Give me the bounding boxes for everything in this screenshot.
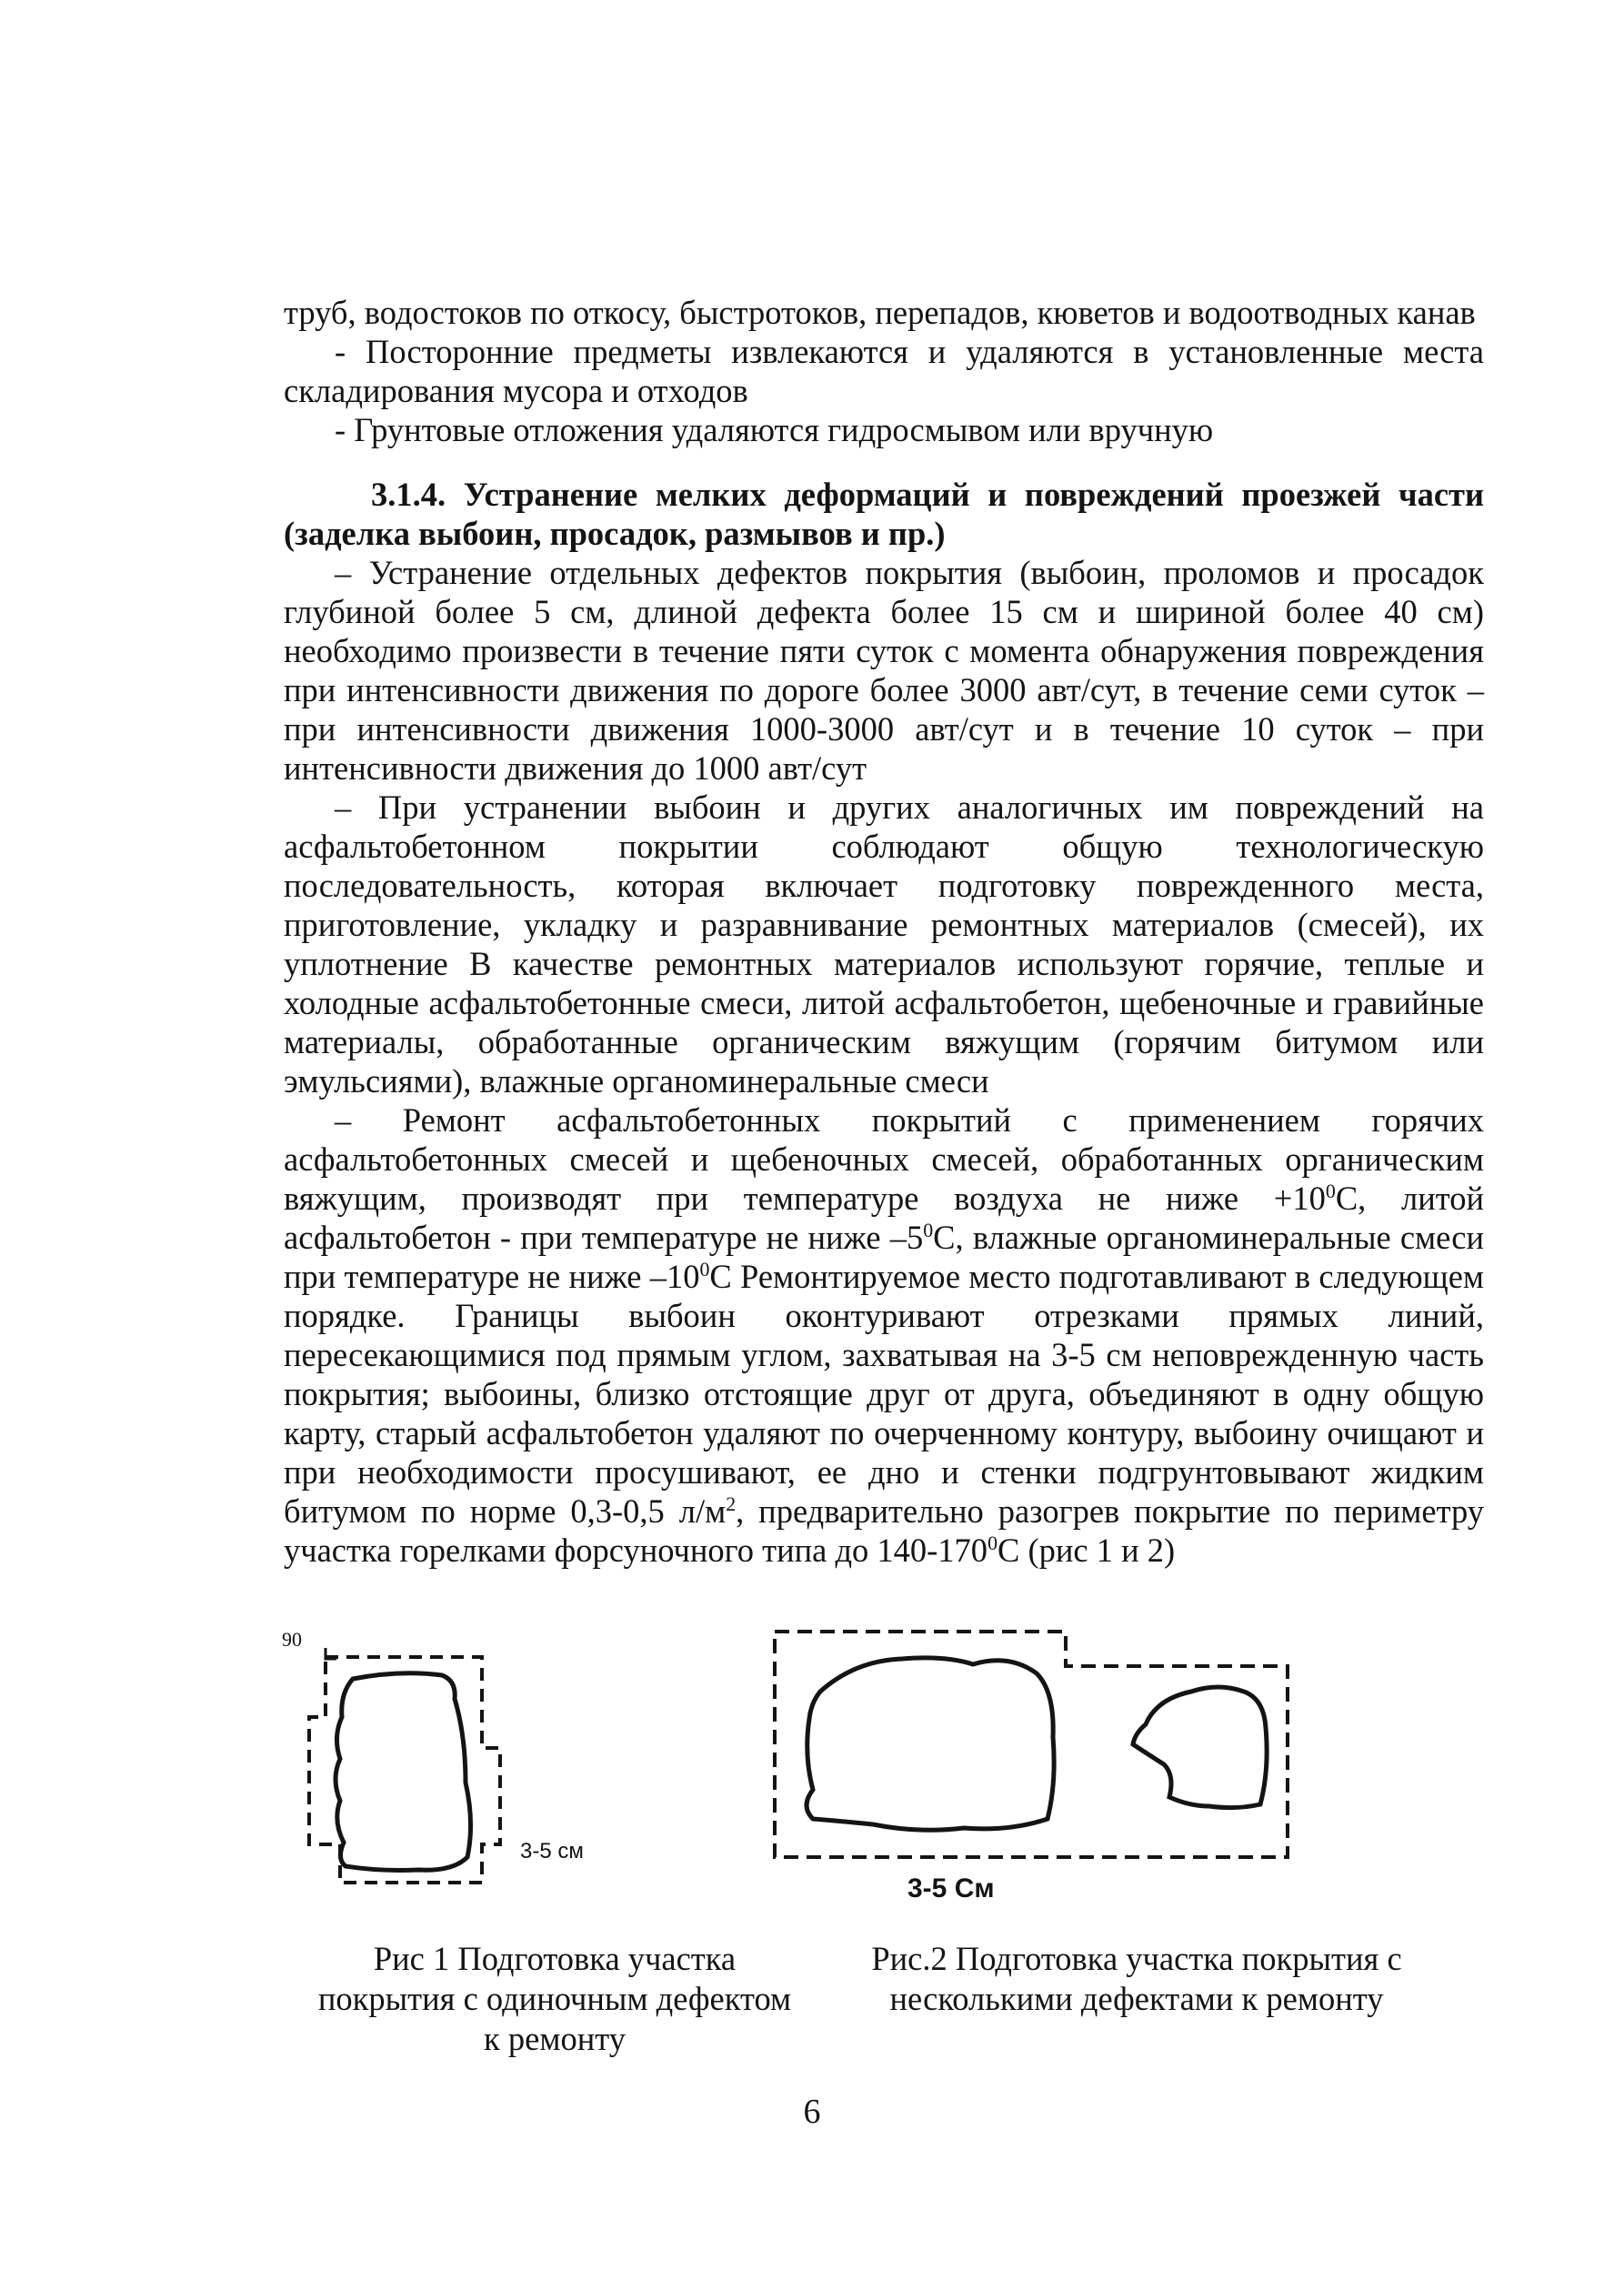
figure-2-drawing	[764, 1619, 1309, 1928]
text-fragment: С, литой асфальтобетон - при температуре не ниже –5	[284, 1180, 1484, 1256]
paragraph-soil-deposits: - Грунтовые отложения удаляются гидросмывом или вручную	[335, 411, 1214, 448]
superscript-degree: 0	[923, 1218, 934, 1241]
text-fragment: С Ремонтируемое место подготавливают в следующем порядке. Границы выбоин оконтуривают отрезками прямых линий, пересекающимися под прямым углом, захватывая на 3-5 см неповрежденную часть покрытия; выбоины, близко отстоящие друг от друга, объединяют в одну общую карту, старый асфальтобетон удаляют по очерченному контуру, выбоину очищают и при необходимости просушивают, ее дно и стенки подгрунтовывают жидким битумом по норме 0,3-0,5 л/м	[284, 1258, 1485, 1530]
body-text	[284, 293, 1484, 1570]
pothole-outline	[336, 1673, 471, 1871]
paragraph-pothole-repair: – При устранении выбоин и других аналогичных им повреждений на асфальтобетонном покрытии соблюдают общую технологическую последовательность, которая включает подготовку поврежденного места, приготовление, укладку и разравнивание ремонтных материалов (смесей), их уплотнение В качестве ремонтных материалов используют горячие, теплые и холодные асфальтобетонные смеси, литой асфальтобетон, щебеночные и гравийные материалы, обработанные органическим вяжущим (горячим битумом или эмульсиями), влажные органоминеральные смеси	[284, 788, 1484, 1100]
text-fragment: С (рис 1 и 2)	[997, 1532, 1176, 1569]
paragraph-pipes: труб, водостоков по откосу, быстротоков, перепадов, кюветов и водоотводных канав	[284, 294, 1476, 331]
figure-1-caption: Рис 1 Подготовка участка покрытия с одиночным дефектом к ремонту	[317, 1940, 792, 2057]
paragraph-foreign-objects: - Посторонние предметы извлекаются и удаляются в установленные места складирования мусора и отходов	[284, 333, 1484, 409]
figure-2-svg	[764, 1619, 1309, 1928]
paragraph-hot-mix-repair	[284, 1100, 1484, 1570]
figure-2-dimension-label: 3-5 См	[907, 1873, 995, 1903]
text-fragment: , предварительно разогрев покрытие по периметру участка горелками форсуночного типа до 140-170	[284, 1492, 1485, 1569]
figure-1-dimension-label: 3-5 см	[520, 1839, 584, 1863]
text-fragment: – Ремонт асфальтобетонных покрытий с применением горячих асфальтобетонных смесей и щебеночных смесей, обработанных органическим вяжущим, производят при температуре воздуха не ниже +10	[284, 1101, 1484, 1217]
paragraph-defect-removal: – Устранение отдельных дефектов покрытия (выбоин, проломов и просадок глубиной более 5 см, длиной дефекта более 15 см и шириной более 40 см) необходимо произвести в течение пяти суток с момента обнаружения повреждения при интенсивности движения по дороге более 3000 авт/сут, в течение семи суток – при интенсивности движения 1000-3000 авт/сут и в течение 10 суток – при интенсивности движения до 1000 авт/сут	[284, 554, 1484, 787]
figure-1-drawing	[273, 1628, 600, 1901]
page-number: 6	[803, 2093, 821, 2131]
superscript-degree: 0	[987, 1531, 998, 1554]
large-pothole-outline	[807, 1658, 1054, 1830]
superscript-degree: 0	[1325, 1179, 1336, 1202]
small-pothole-outline	[1133, 1687, 1267, 1808]
text-fragment: С, влажные органоминеральные смеси при температуре не ниже –10	[284, 1219, 1484, 1295]
superscript-square: 2	[726, 1492, 737, 1515]
figure-1-corner-label: 90	[282, 1628, 302, 1651]
figure-2-caption: Рис.2 Подготовка участка покрытия с несколькими дефектами к ремонту	[871, 1940, 1402, 2017]
section-heading: 3.1.4. Устранение мелких деформаций и повреждений проезжей части (заделка выбоин, просадок, размывов и пр.)	[284, 476, 1484, 552]
superscript-degree: 0	[699, 1257, 710, 1281]
